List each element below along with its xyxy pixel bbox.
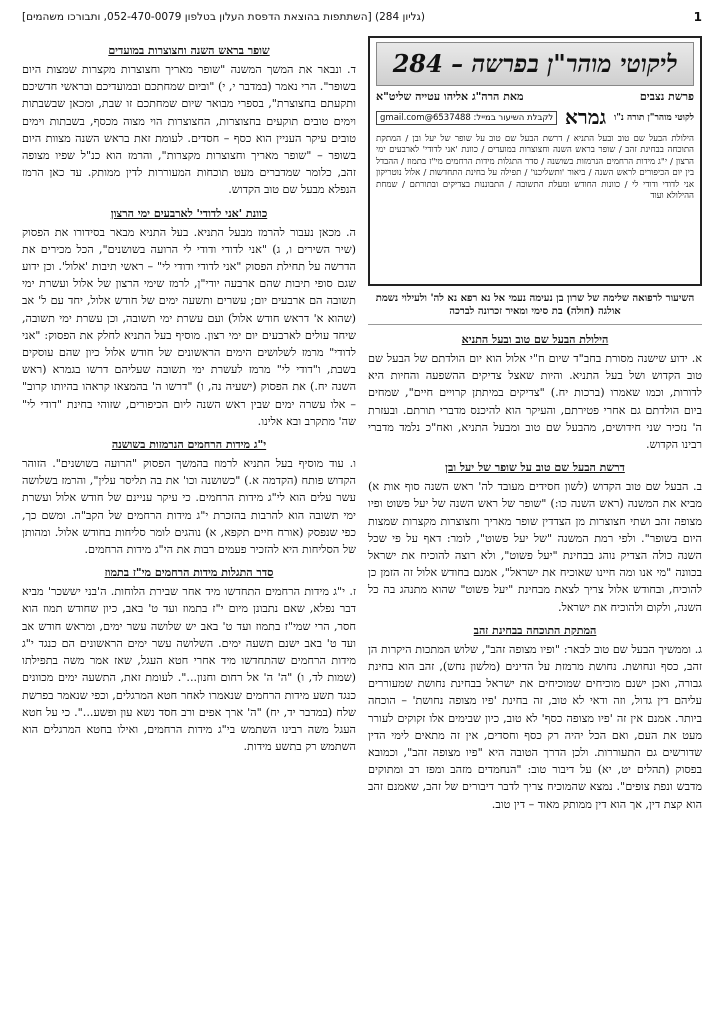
right-column	[368, 36, 702, 813]
issue-info: (גליון 284) [השתתפות בהוצאת הדפסת העלון בטלפון 052-470-0079, ותבורכו משהמים]	[22, 11, 425, 23]
subscribe-email[interactable]: לקבלת השיעור במייל: 6537488@gmail.com	[376, 111, 557, 125]
section-title: המתקת התוכחה בבחינת זהב	[473, 623, 597, 637]
section-paragraph: ו. עוד מוסיף בעל התניא לרמוז בהמשך הפסוק "הרועה בשושנים". הזוהר הקדוש פותח (הקדמה א.) "כשושנה וכו' את בה תליסר עלין", והרמז בשלושה עשר עלים הוא לי"ג מידות הרחמים. כי עיקר עניינם של חודש אלול ועשרת ימי תשובה הוא להרבות בהזכרת י"ג מידות הרחמים של הקב"ה. ומשם כך, כפי שנפסק (אורח חיים תקפא, א) נוהגים לומר סליחות בחודש אלול. ומהותן של הסליחות היא להזכיר פעמים רבות את הי"ג מידות הרחמים.	[22, 457, 356, 557]
gemara-row	[376, 105, 694, 130]
section-title: כוונת 'אני לדודי' לארבעים ימי הרצון	[110, 206, 268, 220]
section-paragraph: ג. וממשיך הבעל שם טוב לבאר: "ופיו מצופה זהב", שלוש המתכות היקרות הן זהב, כסף ונחושת. נחושת מרמזת על הדינים (מלשון נחש), זהב הוא בחינת גבורה, ואכן ישנם מוכיחים שמוכיחים את ישראל בבחינת נחושת שמעוררים עליהם דין גדול, וזה ודאי לא טוב, זה בחינת 'פיו מצופה נחושת' – הוכחה ביותר. אמנם אין זה 'פיו מצופה כסף' לא טוב, כיון שבימים אלו זקוקים לעורר מעט את העם, ואם הכל יהיה רק כסף וחסדים, אין זה מתאים לימי הדין שדורשים גם התעוררות. ולכן הדרך הטובה היא "פיו מצופה זהב", וכמובא בפסוק (תהלים יט, יא) על דיבור טוב: "הנחמדים מזהב ומפז רב ומתוקים מדבש ונפת צופים". נמצא שהמוכיח צריך לדבר דיבורים של זהב, שאמנם זהב הוא קצת דין, אך הוא דין ממותק מאוד – דין טוב.	[368, 642, 702, 811]
section-title: סדר התגלות מידות הרחמים מי"ז בתמוז	[104, 566, 274, 580]
section-paragraph: ה. מכאן נעבור להרמז מבעל התניא. בעל התניא מבאר בסידורו את הפסוק (שיר השירים ו, ג) "אני לדודי ודודי לי הרועה בשושנים", הכל מכירים את הדרשה על תחילת הפסוק "אני לדודי ודודי לי" – ראשי תיבות 'אלול'. וכן ידוע שגם סופי תיבות שהם ארבעה יודי"ן, לרמז שימי הרצון של אלול ועשרת ימי תשובה הם ארבעים יום; עשרים ותשעה ימים של חודש אלול, יחד עם ל' אב (שהוא א' דראש חודש אלול) ועם עשרת ימי תשובה, וכן עשרת ימי תשובה, שיחד עולים לארבעים יום ימי רצון. מוסיף בעל התניא לחלק את הפסוק: "אני לדודי" מרמז לשלושים הימים הראשונים של חודש אלול כיון שהם עוסקים בשבת, ו"דודי לי" מרמז לעשרת ימי תשובה שעליהם דרשו בגמרא (ראש השנה יח.) את הפסוק (ישעיה נה, ו) "דרשו ה' בהמצאו קראהו בהיותו קרוב" – אלו עשרה ימים שבין ראש השנה ליום הכיפורים, שזוהי בחינת "דודי לי" שה' מתקרב ובא אלינו.	[22, 225, 356, 428]
page-number: 1	[693, 10, 702, 24]
section-title: דרשת הבעל שם טוב על שופר של יעל ובן	[445, 461, 625, 475]
parsha-row	[376, 90, 694, 103]
likutei-small-title: לקוטי מוהר"ן תורה נ"ו	[613, 113, 694, 123]
parsha-name: פרשת נצבים	[639, 90, 694, 103]
dedication: השיעור לרפואה שלימה של שרון בן נעימה נעמי אל נא רפא נא לה' ולעילוי נשמת אולגה (חולה) בת סימי ומאיר זכרונה לברכה	[375, 293, 695, 317]
divider	[368, 324, 702, 325]
section-paragraph: ד. ונבאר את המשך המשנה "שופר מאריך וחצוצרות מקצרות שמצות היום בשופר". הרי נאמר (במדבר י, י) "וביום שמחתכם ובמועדיכם ובראשי חדשיכם ותקעתם בחצוצרת", בספרי מבואר שיום שמחתכם זו שבת, ומכאן שבשבתות וימים טובים תוקעים בחצוצרות, החצוצרות הוי מצוה מכסף, בשבתות וימים טובים עיקר העניין הוא כסף – חסדים. לעומת זאת בראש השנה מצוות היום בשופר – "שופר מאריך וחצוצרות מקצרות", והרמז הוא כנ"ל שפיו מצופה זהב, כלומר שמדברים מעט תוכחות המעוררות לדין ממותק. עד כאן הרמז הנפלא מבעל שם טוב הקדוש.	[22, 63, 356, 197]
banner-title: ליקוטי מוהר"ן בפרשה – 284	[376, 42, 694, 86]
section-title: שופר בראש השנה וחצוצרות במועדים	[108, 44, 270, 57]
header-box	[368, 36, 702, 286]
left-column	[22, 36, 356, 755]
top-line	[22, 8, 702, 26]
section-title: הילולת הבעל שם טוב ובעל התניא	[461, 333, 609, 346]
author-line: מאת הרה"ג אליהו עטייה שליט"א	[376, 90, 524, 103]
table-of-contents: הילולת הבעל שם טוב ובעל התניא / דרשת הבעל שם טוב על שופר של יעל ובן / המתקת התוכחה בבחינת זהב / שופר בראש השנה וחצוצרות במועדים / כוונת 'אני לדודי' לארבעים ימי הרצון / י"ג מידות הרחמים הנרמזות בשושנה / סדר התגלות מידות הרחמים מי"ז בתמוז / ההבדל בין יום הכיפורים לראש השנה / ביאור 'ותשליכנו' / תפילה על בחינת התחדשות / אלול נוטריקון אני לדודי ודודי לי / כוונות החודש ומעלת התשובה / התבוננות בצדיקים ובתורתם / שמחת ההילולא ועוד	[376, 134, 694, 202]
section-paragraph: א. ידוע שישנה מסורת בחב"ד שיום ח"י אלול הוא יום הולדתם של הבעל שם טוב הקדוש ושל בעל התניא. והיות שאצל צדיקים ההשפעה והחיות היא לדורות, וכמו שאמרו (ברכות יח.) "צדיקים במיתתן קרויים חיים", שמחים ביום הולדתם גם אחרי פטירתם, והעיקר הוא להיכנס מדברי תורתם. ובעזרת ה' נזכיר שני חידושים, מהבעל שם טוב ומבעל התניא, ואח"כ נלמד מדברי רבינו הקדוש.	[368, 352, 702, 452]
section-paragraph: ב. הבעל שם טוב הקדוש (לשון חסידים מעובד לה' ראש השנה סוף אות א) מביא את המשנה (ראש השנה כו:) "שופר של ראש השנה של יעל פשוט ופיו מצופה זהב ושתי חצוצרות מן הצדדין שופר מאריך וחצוצרות מקצרות שמצות היום בשופר". ולפי רמת המשנה "של יעל פשוט", לומר: דאף על פי שכל השנה כולה הצדיק נוהג בבחינת "יעל פשוט", ולא רוצה להוכיח את ישראל בכוונה "מי אנו ומה חיינו שאוכיח את ישראל", אמנם בחודש אלול זה הזמן כן להוכיח, ובחודש אלול צריך לצאת מבחינת "יעל פשוט" שהוא מתנהג בה כל השנה, ולקום ולהוכיח את ישראל.	[368, 480, 702, 614]
section-title: י"ג מידות הרחמים הנרמזות בשושנה	[111, 438, 267, 452]
gemara-label: גמרא	[565, 105, 607, 129]
section-paragraph: ז. י"ג מידות הרחמים התחדשו מיד אחר שבירת הלוחות. ה'בני יששכר' מביא דבר נפלא, שאם נתבונן מיום י"ז בתמוז ועד ט' באב, כיון שחודש תמוז הוא חסר, הרי שמי"ז בתמוז ועד ט' באב יש שלושה עשר ימים, ומראש חודש אב ועד ט' באב ישנם תשעה ימים. השלושה עשר ימים הראשונים הם כנגד י"ג מידות הרחמים שהתחדשו מיד אחרי חטא העגל, שאז אמר משה בתפילתו (שמות לד, ו) "ה' ה' אל רחום וחנון...". לעומת זאת, התשעה ימים מכוונים כנגד תשע מידות הרחמים שנאמרו לאחר חטא המרגלים, וכפי שנאמר בפרשת שלח (במדבר יד, יח) "ה' ארך אפים ורב חסד נשא עון ופשע...". כי על חטא העגל משה רבינו השתמש בי"ג מידות הרחמים, ואילו בחטא המרגלים הוא השתמש רק בתשע מידות.	[22, 585, 356, 754]
